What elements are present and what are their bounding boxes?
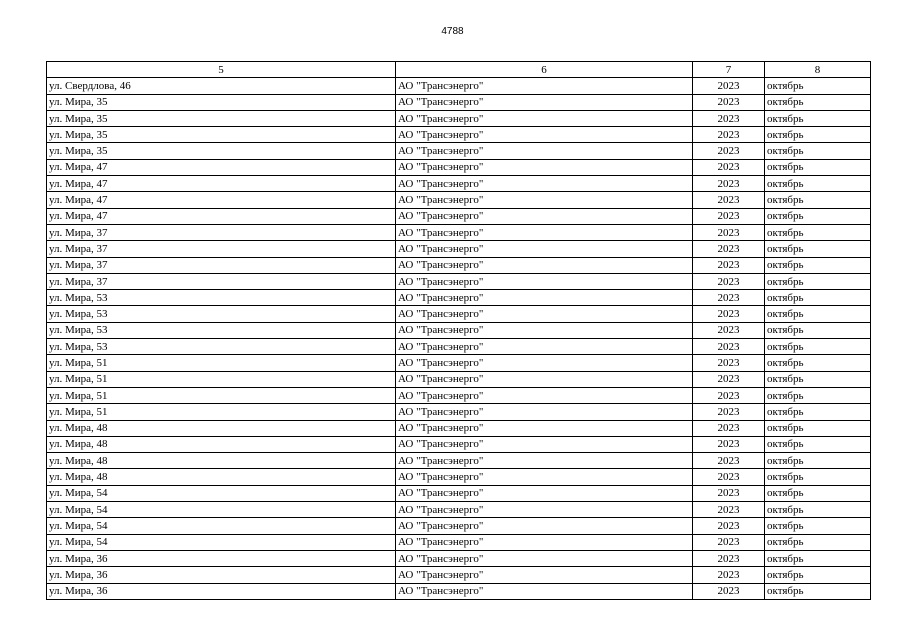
year-cell: 2023 bbox=[693, 176, 765, 192]
organization-cell: АО "Трансэнерго" bbox=[396, 518, 693, 534]
table-row bbox=[47, 306, 871, 322]
year-cell: 2023 bbox=[693, 469, 765, 485]
table-row bbox=[47, 583, 871, 599]
year-cell: 2023 bbox=[693, 143, 765, 159]
organization-cell: АО "Трансэнерго" bbox=[396, 159, 693, 175]
month-cell: октябрь bbox=[765, 224, 871, 240]
organization-cell: АО "Трансэнерго" bbox=[396, 355, 693, 371]
year-cell: 2023 bbox=[693, 485, 765, 501]
address-cell: ул. Мира, 35 bbox=[47, 94, 396, 110]
register-table bbox=[46, 61, 871, 600]
table-row bbox=[47, 502, 871, 518]
address-cell: ул. Мира, 35 bbox=[47, 110, 396, 126]
organization-cell: АО "Трансэнерго" bbox=[396, 436, 693, 452]
month-cell: октябрь bbox=[765, 355, 871, 371]
table-row bbox=[47, 518, 871, 534]
table-row bbox=[47, 339, 871, 355]
year-cell: 2023 bbox=[693, 436, 765, 452]
table-row bbox=[47, 355, 871, 371]
month-cell: октябрь bbox=[765, 110, 871, 126]
year-cell: 2023 bbox=[693, 371, 765, 387]
month-cell: октябрь bbox=[765, 241, 871, 257]
year-cell: 2023 bbox=[693, 78, 765, 94]
month-cell: октябрь bbox=[765, 127, 871, 143]
organization-cell: АО "Трансэнерго" bbox=[396, 290, 693, 306]
organization-cell: АО "Трансэнерго" bbox=[396, 339, 693, 355]
year-cell: 2023 bbox=[693, 94, 765, 110]
organization-cell: АО "Трансэнерго" bbox=[396, 485, 693, 501]
address-cell: ул. Мира, 53 bbox=[47, 306, 396, 322]
year-cell: 2023 bbox=[693, 583, 765, 599]
year-cell: 2023 bbox=[693, 534, 765, 550]
month-cell: октябрь bbox=[765, 502, 871, 518]
table-row bbox=[47, 127, 871, 143]
address-cell: ул. Мира, 54 bbox=[47, 485, 396, 501]
organization-cell: АО "Трансэнерго" bbox=[396, 257, 693, 273]
year-cell: 2023 bbox=[693, 339, 765, 355]
table-row bbox=[47, 290, 871, 306]
month-cell: октябрь bbox=[765, 453, 871, 469]
table-row bbox=[47, 208, 871, 224]
year-cell: 2023 bbox=[693, 290, 765, 306]
address-cell: ул. Мира, 51 bbox=[47, 371, 396, 387]
organization-cell: АО "Трансэнерго" bbox=[396, 224, 693, 240]
address-cell: ул. Мира, 51 bbox=[47, 387, 396, 403]
address-cell: ул. Мира, 36 bbox=[47, 550, 396, 566]
organization-cell: АО "Трансэнерго" bbox=[396, 176, 693, 192]
month-cell: октябрь bbox=[765, 371, 871, 387]
table-row bbox=[47, 534, 871, 550]
month-cell: октябрь bbox=[765, 550, 871, 566]
year-cell: 2023 bbox=[693, 502, 765, 518]
address-cell: ул. Мира, 48 bbox=[47, 469, 396, 485]
table-row bbox=[47, 273, 871, 289]
year-cell: 2023 bbox=[693, 387, 765, 403]
year-cell: 2023 bbox=[693, 355, 765, 371]
table-row bbox=[47, 485, 871, 501]
organization-cell: АО "Трансэнерго" bbox=[396, 404, 693, 420]
year-cell: 2023 bbox=[693, 306, 765, 322]
column-header-6: 6 bbox=[396, 62, 693, 78]
organization-cell: АО "Трансэнерго" bbox=[396, 306, 693, 322]
table-row bbox=[47, 436, 871, 452]
table-row bbox=[47, 110, 871, 126]
organization-cell: АО "Трансэнерго" bbox=[396, 322, 693, 338]
month-cell: октябрь bbox=[765, 159, 871, 175]
table-row bbox=[47, 78, 871, 94]
organization-cell: АО "Трансэнерго" bbox=[396, 453, 693, 469]
organization-cell: АО "Трансэнерго" bbox=[396, 208, 693, 224]
month-cell: октябрь bbox=[765, 290, 871, 306]
year-cell: 2023 bbox=[693, 273, 765, 289]
organization-cell: АО "Трансэнерго" bbox=[396, 583, 693, 599]
month-cell: октябрь bbox=[765, 78, 871, 94]
table-row bbox=[47, 176, 871, 192]
table-row bbox=[47, 371, 871, 387]
month-cell: октябрь bbox=[765, 567, 871, 583]
month-cell: октябрь bbox=[765, 306, 871, 322]
year-cell: 2023 bbox=[693, 404, 765, 420]
organization-cell: АО "Трансэнерго" bbox=[396, 94, 693, 110]
organization-cell: АО "Трансэнерго" bbox=[396, 420, 693, 436]
address-cell: ул. Мира, 54 bbox=[47, 518, 396, 534]
address-cell: ул. Мира, 47 bbox=[47, 159, 396, 175]
year-cell: 2023 bbox=[693, 322, 765, 338]
table-row bbox=[47, 420, 871, 436]
year-cell: 2023 bbox=[693, 224, 765, 240]
month-cell: октябрь bbox=[765, 94, 871, 110]
address-cell: ул. Мира, 54 bbox=[47, 534, 396, 550]
address-cell: ул. Мира, 35 bbox=[47, 143, 396, 159]
year-cell: 2023 bbox=[693, 550, 765, 566]
address-cell: ул. Свердлова, 46 bbox=[47, 78, 396, 94]
organization-cell: АО "Трансэнерго" bbox=[396, 192, 693, 208]
organization-cell: АО "Трансэнерго" bbox=[396, 110, 693, 126]
month-cell: октябрь bbox=[765, 485, 871, 501]
month-cell: октябрь bbox=[765, 518, 871, 534]
table-row bbox=[47, 322, 871, 338]
address-cell: ул. Мира, 53 bbox=[47, 339, 396, 355]
address-cell: ул. Мира, 53 bbox=[47, 322, 396, 338]
month-cell: октябрь bbox=[765, 322, 871, 338]
organization-cell: АО "Трансэнерго" bbox=[396, 273, 693, 289]
month-cell: октябрь bbox=[765, 436, 871, 452]
organization-cell: АО "Трансэнерго" bbox=[396, 502, 693, 518]
table-row bbox=[47, 387, 871, 403]
month-cell: октябрь bbox=[765, 208, 871, 224]
organization-cell: АО "Трансэнерго" bbox=[396, 371, 693, 387]
organization-cell: АО "Трансэнерго" bbox=[396, 241, 693, 257]
year-cell: 2023 bbox=[693, 192, 765, 208]
address-cell: ул. Мира, 37 bbox=[47, 241, 396, 257]
month-cell: октябрь bbox=[765, 387, 871, 403]
month-cell: октябрь bbox=[765, 583, 871, 599]
month-cell: октябрь bbox=[765, 192, 871, 208]
column-header-8: 8 bbox=[765, 62, 871, 78]
year-cell: 2023 bbox=[693, 241, 765, 257]
year-cell: 2023 bbox=[693, 159, 765, 175]
table-row bbox=[47, 241, 871, 257]
address-cell: ул. Мира, 35 bbox=[47, 127, 396, 143]
table-row bbox=[47, 94, 871, 110]
address-cell: ул. Мира, 47 bbox=[47, 176, 396, 192]
organization-cell: АО "Трансэнерго" bbox=[396, 143, 693, 159]
year-cell: 2023 bbox=[693, 420, 765, 436]
organization-cell: АО "Трансэнерго" bbox=[396, 550, 693, 566]
month-cell: октябрь bbox=[765, 469, 871, 485]
organization-cell: АО "Трансэнерго" bbox=[396, 567, 693, 583]
address-cell: ул. Мира, 51 bbox=[47, 404, 396, 420]
organization-cell: АО "Трансэнерго" bbox=[396, 78, 693, 94]
month-cell: октябрь bbox=[765, 420, 871, 436]
month-cell: октябрь bbox=[765, 339, 871, 355]
address-cell: ул. Мира, 53 bbox=[47, 290, 396, 306]
column-header-5: 5 bbox=[47, 62, 396, 78]
month-cell: октябрь bbox=[765, 534, 871, 550]
address-cell: ул. Мира, 48 bbox=[47, 453, 396, 469]
year-cell: 2023 bbox=[693, 110, 765, 126]
month-cell: октябрь bbox=[765, 257, 871, 273]
table-row bbox=[47, 143, 871, 159]
address-cell: ул. Мира, 47 bbox=[47, 208, 396, 224]
table-row bbox=[47, 404, 871, 420]
address-cell: ул. Мира, 51 bbox=[47, 355, 396, 371]
table-row bbox=[47, 567, 871, 583]
table-row bbox=[47, 453, 871, 469]
month-cell: октябрь bbox=[765, 273, 871, 289]
table-row bbox=[47, 257, 871, 273]
address-cell: ул. Мира, 37 bbox=[47, 257, 396, 273]
year-cell: 2023 bbox=[693, 127, 765, 143]
organization-cell: АО "Трансэнерго" bbox=[396, 469, 693, 485]
organization-cell: АО "Трансэнерго" bbox=[396, 127, 693, 143]
address-cell: ул. Мира, 48 bbox=[47, 420, 396, 436]
column-header-7: 7 bbox=[693, 62, 765, 78]
table-body bbox=[47, 78, 871, 600]
address-cell: ул. Мира, 37 bbox=[47, 224, 396, 240]
table-row bbox=[47, 550, 871, 566]
year-cell: 2023 bbox=[693, 453, 765, 469]
table-row bbox=[47, 192, 871, 208]
year-cell: 2023 bbox=[693, 257, 765, 273]
year-cell: 2023 bbox=[693, 518, 765, 534]
address-cell: ул. Мира, 47 bbox=[47, 192, 396, 208]
address-cell: ул. Мира, 54 bbox=[47, 502, 396, 518]
address-cell: ул. Мира, 48 bbox=[47, 436, 396, 452]
month-cell: октябрь bbox=[765, 404, 871, 420]
table-row bbox=[47, 159, 871, 175]
address-cell: ул. Мира, 36 bbox=[47, 583, 396, 599]
month-cell: октябрь bbox=[765, 143, 871, 159]
table-row bbox=[47, 469, 871, 485]
organization-cell: АО "Трансэнерго" bbox=[396, 387, 693, 403]
month-cell: октябрь bbox=[765, 176, 871, 192]
table-row bbox=[47, 224, 871, 240]
year-cell: 2023 bbox=[693, 567, 765, 583]
organization-cell: АО "Трансэнерго" bbox=[396, 534, 693, 550]
address-cell: ул. Мира, 36 bbox=[47, 567, 396, 583]
header-row bbox=[47, 62, 871, 78]
year-cell: 2023 bbox=[693, 208, 765, 224]
page-number: 4788 bbox=[441, 26, 464, 37]
address-cell: ул. Мира, 37 bbox=[47, 273, 396, 289]
table-header bbox=[47, 62, 871, 78]
